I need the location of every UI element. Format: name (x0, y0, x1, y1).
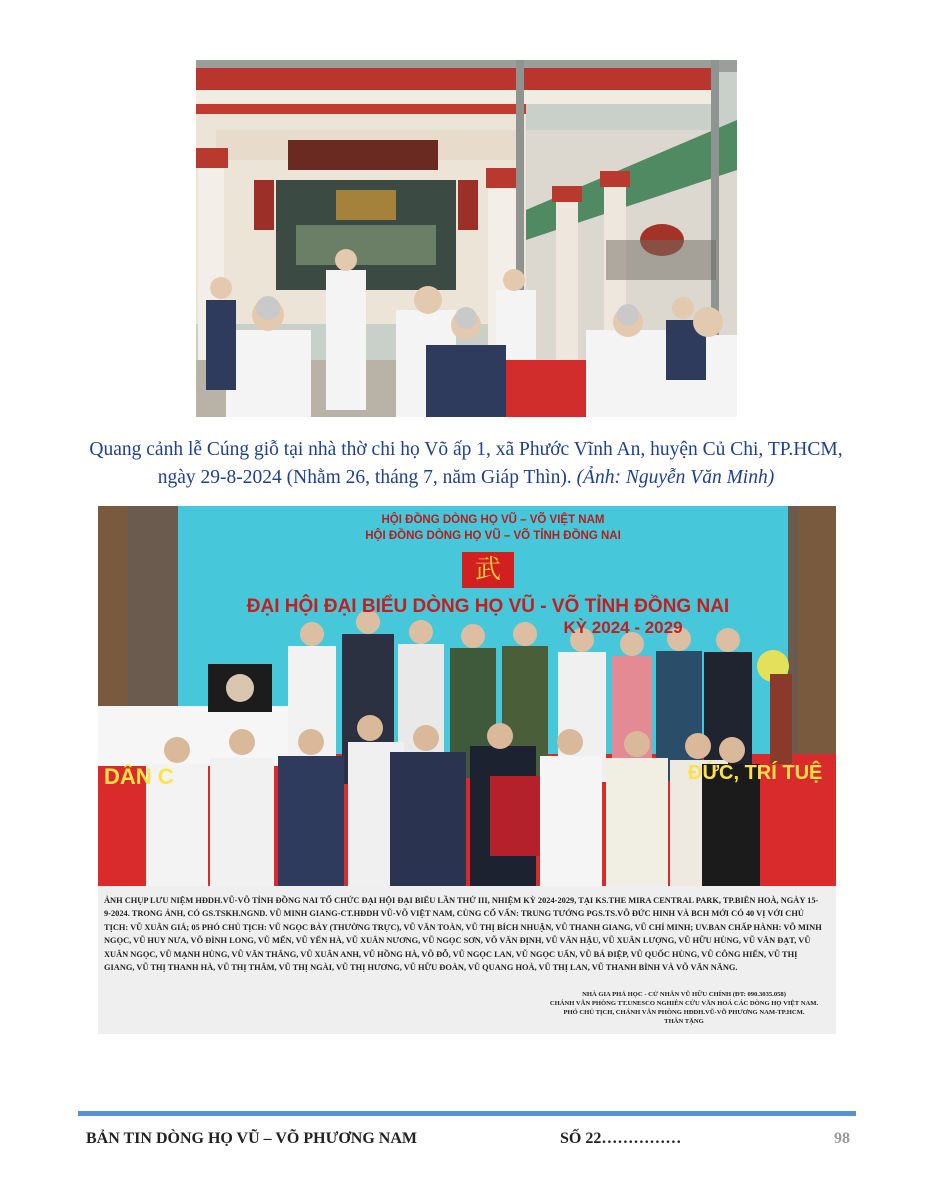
signature-line: THÂN TẶNG (664, 1018, 704, 1025)
banner-line-2: HỘI ĐỒNG DÒNG HỌ VŨ – VÕ TỈNH ĐỒNG NAI (365, 530, 621, 542)
banner-bottom-left: DÂN C (104, 764, 174, 789)
ceremony-photo-illustration (196, 60, 737, 417)
congress-signature (544, 990, 824, 1026)
ceremony-caption-text: Quang cảnh lễ Cúng giỗ tại nhà thờ chi họ Võ ấp 1, xã Phước Vĩnh An, huyện Củ Chi, TP.HCM, ngày 29-8-2024 (Nhằm 26, tháng 7, năm Giáp Thìn). (89, 439, 843, 488)
congress-caption-box (98, 886, 836, 1034)
ceremony-caption (86, 436, 846, 492)
banner-glyph: 武 (474, 555, 501, 585)
banner-line-1: HỘI ĐỒNG DÒNG HỌ VŨ – VÕ VIỆT NAM (381, 514, 605, 526)
page-number: 98 (834, 1130, 850, 1147)
congress-caption: ẢNH CHỤP LƯU NIỆM HĐDH.VŨ-VÕ TỈNH ĐỒNG NAI TỔ CHỨC ĐẠI HỘI ĐẠI BIỂU LẦN THỨ III, NHIỆM KỲ 2024-2029, TẠI KS.THE MIRA CENTRAL PARK, TP.BIÊN HOÀ, NGÀY 15-9-2024. TRONG ẢNH, CÓ GS.TSKH.NGND. VŨ MINH GIANG-CT.HĐDH VŨ-VÕ VIỆT NAM, CÙNG CỐ VẤN: TRUNG TƯỚNG PGS.TS.VÕ ĐỨC HINH VÀ BCH MỚI CÓ 40 VỊ VỚI CHỦ TỊCH: VŨ XUÂN GIÁ; 05 PHÓ CHỦ TỊCH: VŨ NGỌC BẢY (THƯỜNG TRỰC), VŨ VĂN TOÀN, VŨ THỊ BÍCH NHUẬN, VŨ THANH GIANG, VŨ CHÍ MINH; UV.BAN CHẤP HÀNH: VÕ MINH NGỌC, VŨ HUY NƯA, VÕ ĐÌNH LONG, VŨ MẾN, VŨ YẾN HÀ, VŨ XUÂN NƯƠNG, VŨ NGỌC SƠN, VÕ VĂN ĐỊNH, VŨ VĂN HẬU, VŨ XUÂN LƯỢNG, VŨ HỮU HÙNG, VŨ VĂN ĐẠT, VŨ XUÂN NGỌC, VŨ MẠNH HÙNG, VŨ VĂN THẮNG, VŨ XUÂN ANH, VŨ HỒNG HÀ, VÕ ĐỖ, VŨ NGỌC LAN, VŨ NGỌC UẨN, VŨ BÁ ĐIỆP, VŨ QUỐC HÙNG, VŨ CÔNG HIẾN, VŨ THỊ GIANG, VŨ THỊ THANH HÀ, VŨ THỊ THẮM, VŨ THỊ NGÀI, VŨ THỊ HƯƠNG, VŨ HỮU ĐOÀN, VŨ QUANG HOÀ, VŨ THỊ LAN, VŨ THANH BÌNH VÀ VÕ VĂN NĂNG. (104, 896, 822, 973)
signature-line: PHÓ CHỦ TỊCH, CHÁNH VĂN PHÒNG HĐDH.VŨ-VÕ PHƯƠNG NAM-TP.HCM. (563, 1009, 805, 1016)
ceremony-photo (196, 60, 737, 417)
footer-rule (78, 1111, 856, 1116)
congress-photo (98, 506, 836, 1034)
page-footer (86, 1130, 856, 1154)
banner-bottom-right: ĐỨC, TRÍ TUỆ (688, 762, 823, 784)
photo-credit: (Ảnh: Nguyễn Văn Minh) (576, 467, 775, 488)
banner-title: ĐẠI HỘI ĐẠI BIỂU DÒNG HỌ VŨ - VÕ TỈNH ĐỒNG NAI (246, 596, 730, 617)
signature-line: CHÁNH VĂN PHÒNG TT.UNESCO NGHIÊN CỨU VĂN HOÁ CÁC DÒNG HỌ VIỆT NAM. (549, 1000, 819, 1007)
banner-subtitle: KỲ 2024 - 2029 (563, 618, 683, 637)
signature-line: NHÀ GIA PHẢ HỌC - CỬ NHÂN VŨ HỮU CHÍNH (ĐT: 090.3035.058) (582, 991, 786, 998)
footer-issue: SỐ 22…………… (560, 1130, 682, 1147)
footer-title: BẢN TIN DÒNG HỌ VŨ – VÕ PHƯƠNG NAM (86, 1130, 417, 1147)
